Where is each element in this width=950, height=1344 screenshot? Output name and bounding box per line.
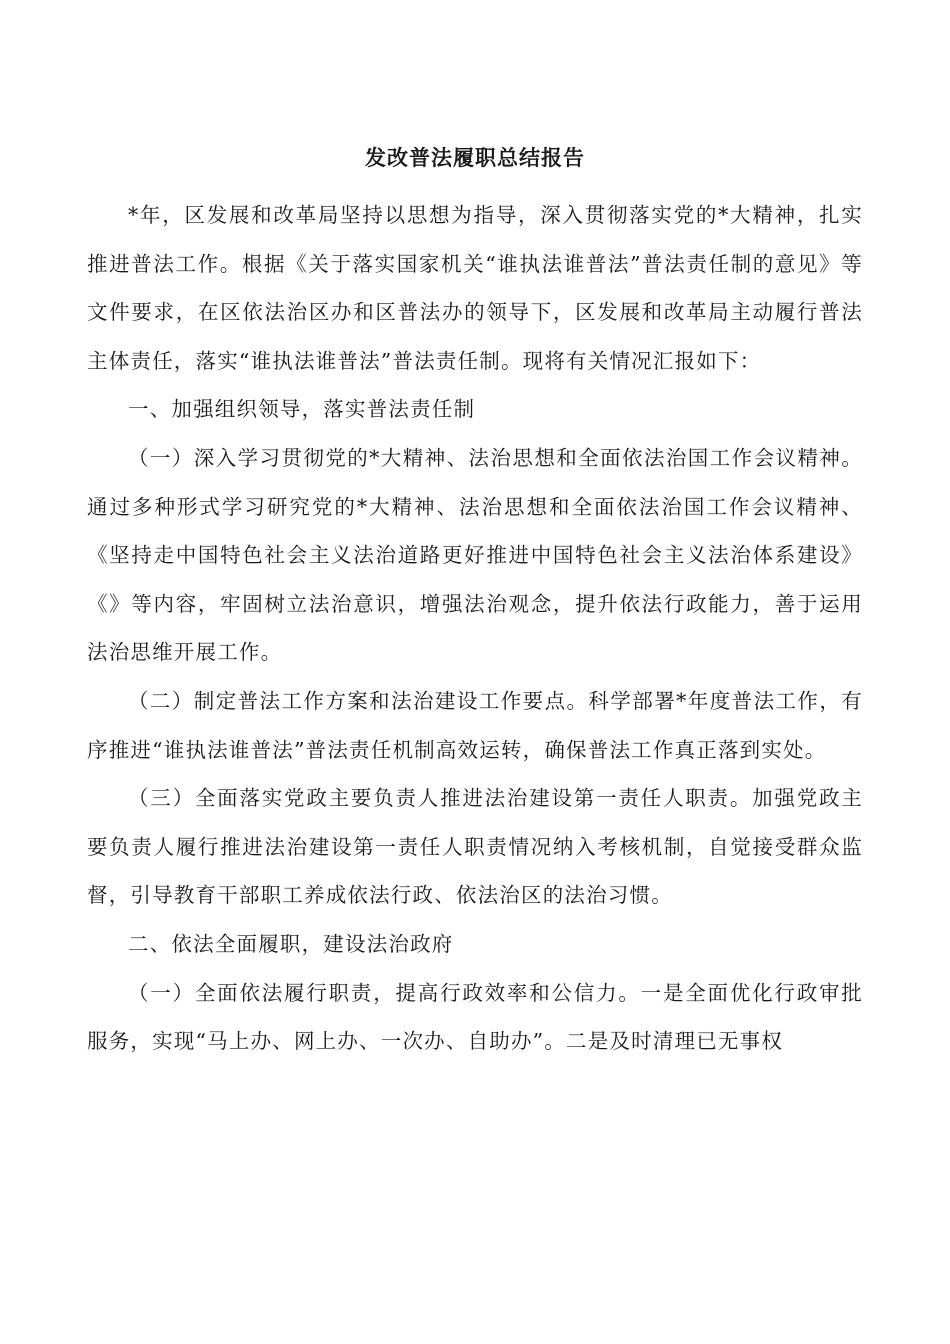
section-1-item-1: （一）深入学习贯彻党的*大精神、法治思想和全面依法治国工作会议精神。通过多种形式学习研究党的*大精神、法治思想和全面依法治国工作会议精神、《坚持走中国特色社会主义法治道路更好推进中国特色社会主义法治体系建设》《》等内容，牢固树立法治意识，增强法治观念，提升依法行政能力，善于运用法治思维开展工作。: [87, 445, 863, 665]
document-title: 发改普法履职总结报告: [365, 146, 585, 170]
intro-paragraph: *年，区发展和改革局坚持以思想为指导，深入贯彻落实党的*大精神，扎实推进普法工作。根据《关于落实国家机关“谁执法谁普法”普法责任制的意见》等文件要求，在区依法治区办和区普法办的领导下，区发展和改革局主动履行普法主体责任，落实“谁执法谁普法”普法责任制。现将有关情况汇报如下：: [87, 203, 863, 373]
section-heading-1: 一、加强组织领导，落实普法责任制: [128, 397, 476, 422]
section-1-item-3: （三）全面落实党政主要负责人推进法治建设第一责任人职责。加强党政主要负责人履行推进法治建设第一责任人职责情况纳入考核机制，自觉接受群众监督，引导教育干部职工养成依法行政、依法治区的法治习惯。: [87, 786, 863, 908]
document-body: [87, 191, 863, 1066]
section-heading-2: 二、依法全面履职，建设法治政府: [128, 931, 454, 956]
section-1-item-2: （二）制定普法工作方案和法治建设工作要点。科学部署*年度普法工作，有序推进“谁执法谁普法”普法责任机制高效运转，确保普法工作真正落到实处。: [87, 688, 863, 762]
section-2-item-1: （一）全面依法履行职责，提高行政效率和公信力。一是全面优化行政审批服务，实现“马上办、网上办、一次办、自助办”。二是及时清理已无事权: [87, 980, 863, 1054]
